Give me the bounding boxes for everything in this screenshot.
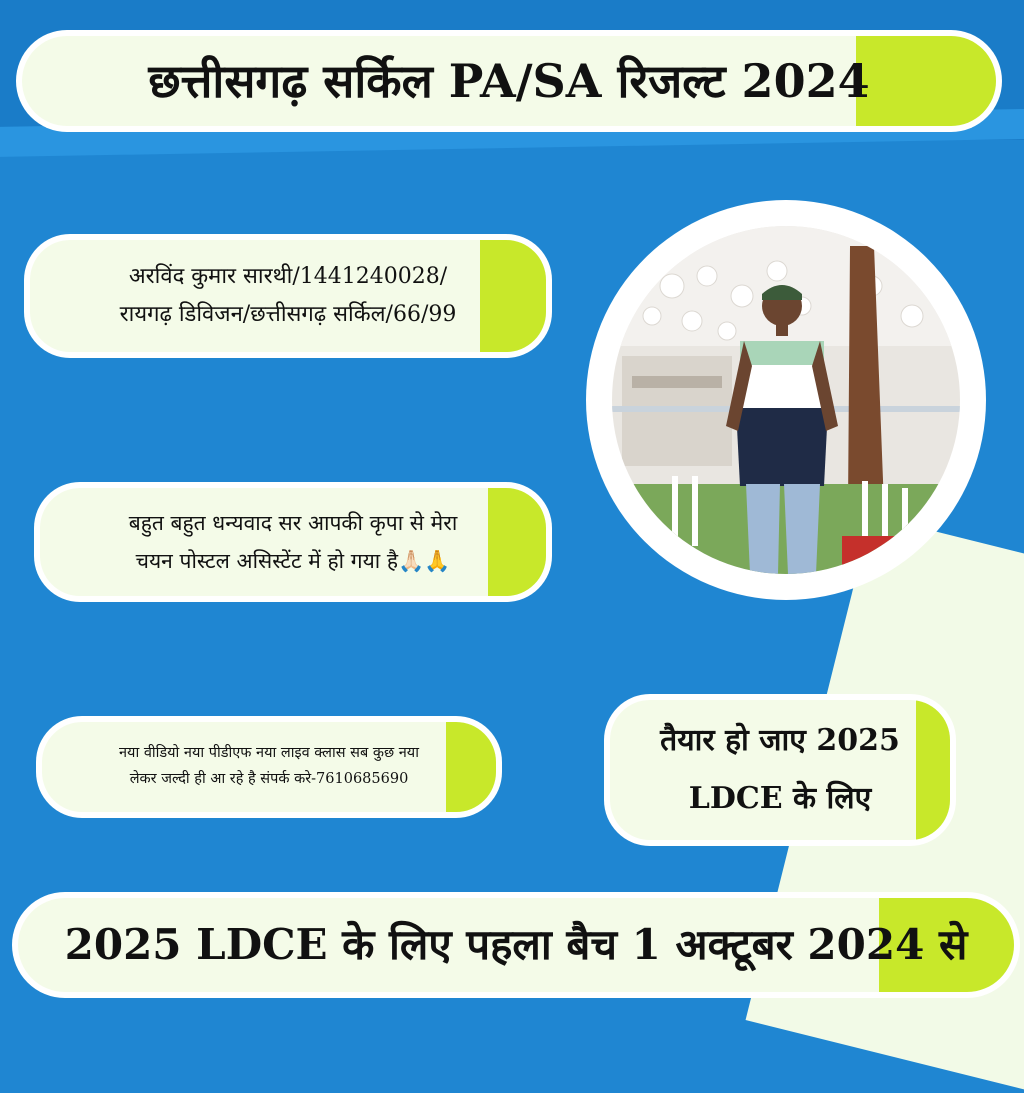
- page-title: छत्तीसगढ़ सर्किल PA/SA रिजल्ट 2024: [148, 54, 870, 108]
- promo-message: [42, 722, 496, 812]
- candidate-photo-illustration: [612, 226, 960, 574]
- ready-callout: [610, 700, 950, 840]
- thanks-message: [40, 488, 546, 596]
- ready-line-1: तैयार हो जाए 2025: [660, 723, 900, 758]
- promo-line-2: लेकर जल्दी ही आ रहे है संपर्क करे-7610685690: [129, 771, 409, 787]
- promo-line-1: नया वीडियो नया पीडीएफ नया लाइव क्लास सब कुछ नया: [119, 745, 419, 761]
- ready-line-2: LDCE के लिए: [688, 781, 872, 816]
- candidate-photo: [612, 226, 960, 574]
- thanks-line-1: बहुत बहुत धन्यवाद सर आपकी कृपा से मेरा: [128, 511, 458, 535]
- batch-text: 2025 LDCE के लिए पहला बैच 1 अक्टूबर 2024 से: [64, 920, 968, 969]
- candidate-line-1: अरविंद कुमार सारथी/1441240028/: [128, 264, 448, 289]
- batch-banner: [18, 898, 1014, 992]
- candidate-info: [30, 240, 546, 352]
- title-banner: [22, 36, 996, 126]
- thanks-line-2: चयन पोस्टल असिस्टेंट में हो गया है🙏🏻🙏: [135, 549, 451, 573]
- candidate-line-2: रायगढ़ डिविजन/छत्तीसगढ़ सर्किल/66/99: [119, 302, 457, 327]
